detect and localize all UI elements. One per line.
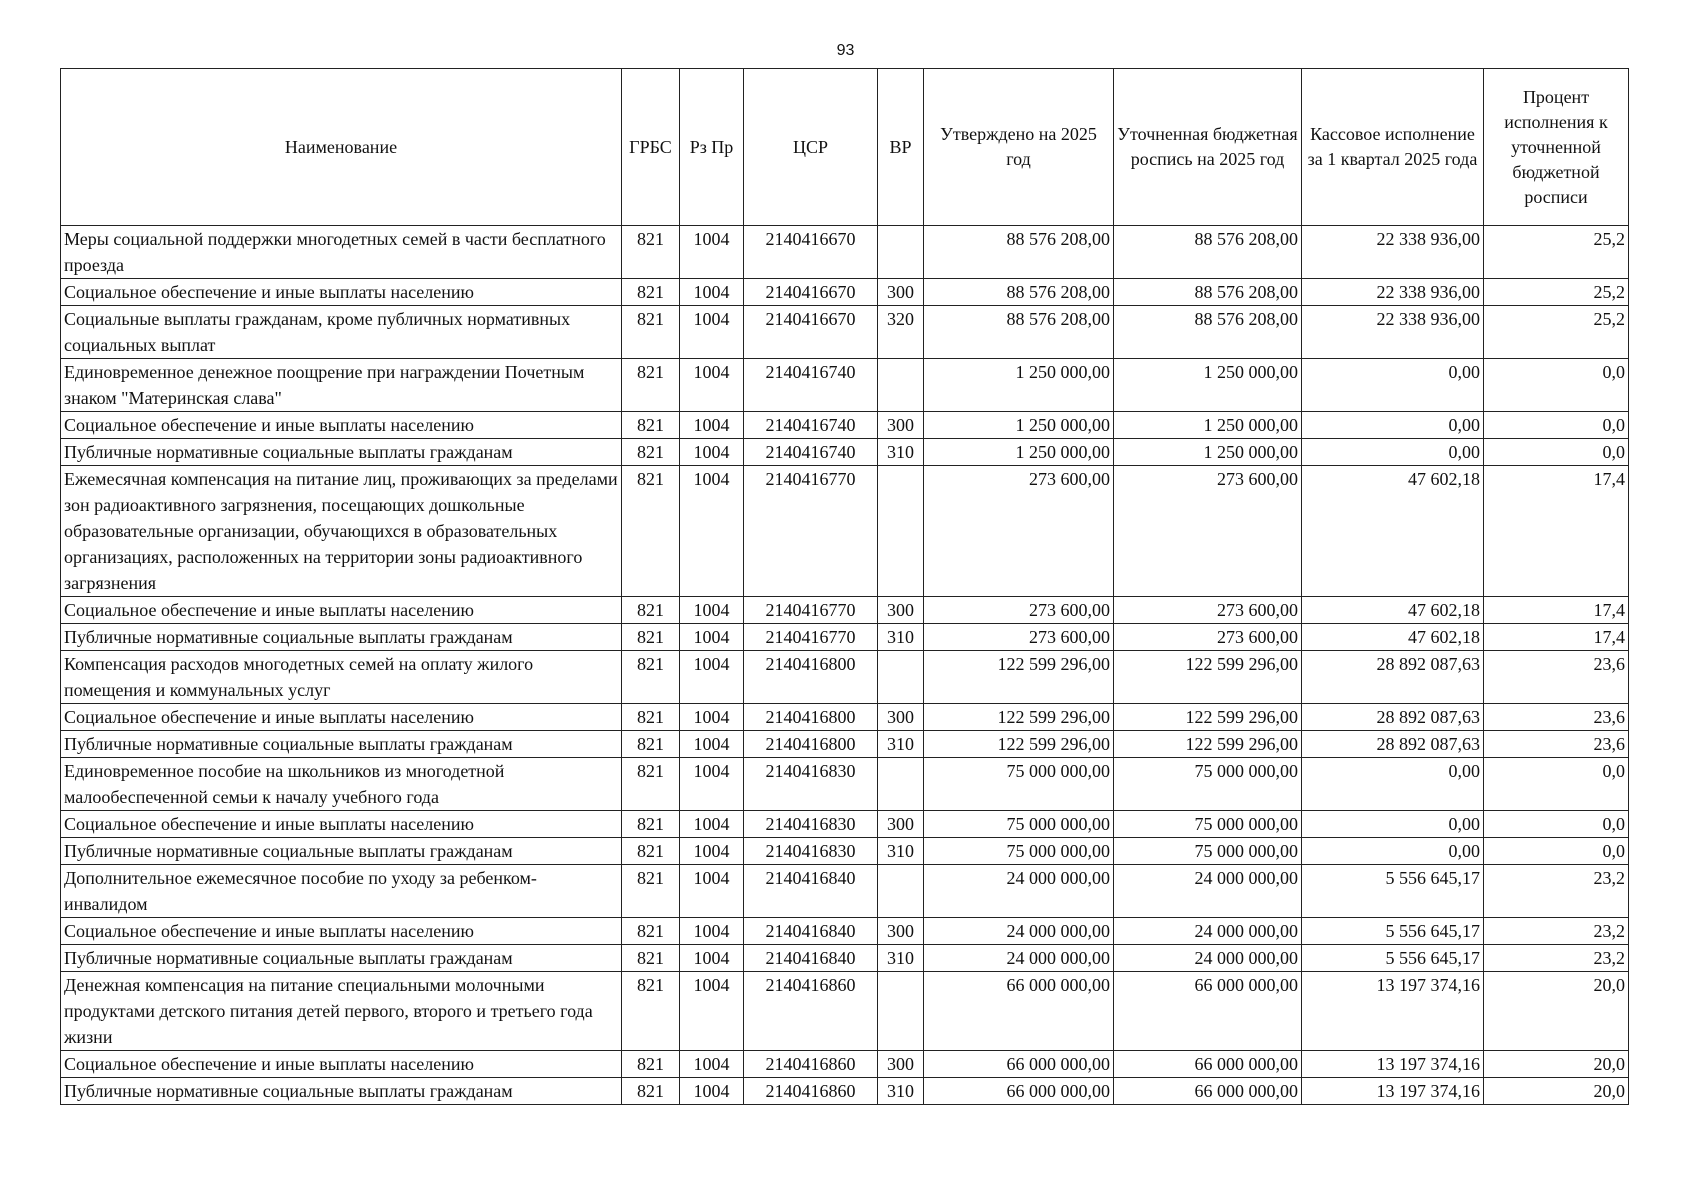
cell-rzpr: 1004 [680,279,744,306]
cell-name: Ежемесячная компенсация на питание лиц, проживающих за пределами зон радиоактивного загрязнения, посещающих дошкольные образовательные организации, обучающихся в образовательных организациях, расположенных на территории зоны радиоактивного загрязнения [61,466,622,597]
cell-rzpr: 1004 [680,972,744,1051]
cell-vr [878,359,924,412]
table-header-row [61,69,1629,226]
cell-name: Социальное обеспечение и иные выплаты населению [61,412,622,439]
cell-csr: 2140416670 [744,306,878,359]
cell-percent: 17,4 [1484,466,1629,597]
cell-grbs: 821 [622,972,680,1051]
cell-refined: 66 000 000,00 [1114,1078,1302,1105]
cell-vr: 300 [878,811,924,838]
cell-vr: 310 [878,838,924,865]
table-row [61,945,1629,972]
cell-approved: 1 250 000,00 [924,439,1114,466]
cell-grbs: 821 [622,838,680,865]
cell-grbs: 821 [622,945,680,972]
cell-rzpr: 1004 [680,597,744,624]
cell-grbs: 821 [622,226,680,279]
cell-csr: 2140416670 [744,226,878,279]
cell-name: Публичные нормативные социальные выплаты гражданам [61,838,622,865]
cell-approved: 122 599 296,00 [924,731,1114,758]
header-name: Наименование [61,69,622,226]
cell-percent: 23,2 [1484,865,1629,918]
cell-percent: 0,0 [1484,412,1629,439]
cell-grbs: 821 [622,1051,680,1078]
cell-name: Публичные нормативные социальные выплаты гражданам [61,624,622,651]
header-refined: Уточненная бюджетная роспись на 2025 год [1114,69,1302,226]
table-row [61,412,1629,439]
cell-vr: 300 [878,1051,924,1078]
cell-percent: 0,0 [1484,811,1629,838]
cell-approved: 1 250 000,00 [924,412,1114,439]
cell-vr: 310 [878,1078,924,1105]
cell-refined: 24 000 000,00 [1114,945,1302,972]
cell-csr: 2140416740 [744,439,878,466]
cell-approved: 273 600,00 [924,466,1114,597]
cell-percent: 23,2 [1484,918,1629,945]
cell-csr: 2140416800 [744,704,878,731]
cell-grbs: 821 [622,306,680,359]
cell-refined: 75 000 000,00 [1114,811,1302,838]
cell-executed: 22 338 936,00 [1302,226,1484,279]
cell-refined: 122 599 296,00 [1114,651,1302,704]
table-row [61,597,1629,624]
cell-approved: 122 599 296,00 [924,704,1114,731]
cell-grbs: 821 [622,918,680,945]
cell-executed: 28 892 087,63 [1302,704,1484,731]
cell-csr: 2140416860 [744,1078,878,1105]
cell-refined: 273 600,00 [1114,624,1302,651]
cell-name: Социальное обеспечение и иные выплаты населению [61,811,622,838]
cell-percent: 17,4 [1484,597,1629,624]
cell-executed: 0,00 [1302,439,1484,466]
cell-vr [878,972,924,1051]
cell-rzpr: 1004 [680,838,744,865]
table-row [61,972,1629,1051]
table-row [61,279,1629,306]
cell-name: Социальные выплаты гражданам, кроме публичных нормативных социальных выплат [61,306,622,359]
cell-executed: 5 556 645,17 [1302,945,1484,972]
cell-name: Компенсация расходов многодетных семей на оплату жилого помещения и коммунальных услуг [61,651,622,704]
cell-grbs: 821 [622,624,680,651]
table-row [61,811,1629,838]
cell-rzpr: 1004 [680,704,744,731]
cell-approved: 273 600,00 [924,624,1114,651]
cell-name: Публичные нормативные социальные выплаты гражданам [61,945,622,972]
cell-approved: 75 000 000,00 [924,838,1114,865]
cell-vr [878,226,924,279]
cell-csr: 2140416830 [744,811,878,838]
cell-rzpr: 1004 [680,306,744,359]
cell-rzpr: 1004 [680,359,744,412]
cell-grbs: 821 [622,758,680,811]
cell-approved: 88 576 208,00 [924,306,1114,359]
table-row [61,918,1629,945]
table-row [61,758,1629,811]
cell-vr: 300 [878,918,924,945]
cell-percent: 0,0 [1484,758,1629,811]
cell-csr: 2140416770 [744,597,878,624]
cell-rzpr: 1004 [680,811,744,838]
cell-csr: 2140416830 [744,758,878,811]
cell-percent: 20,0 [1484,1051,1629,1078]
cell-percent: 23,6 [1484,651,1629,704]
cell-approved: 66 000 000,00 [924,972,1114,1051]
cell-grbs: 821 [622,466,680,597]
cell-refined: 1 250 000,00 [1114,412,1302,439]
header-vr: ВР [878,69,924,226]
cell-percent: 20,0 [1484,972,1629,1051]
cell-approved: 75 000 000,00 [924,811,1114,838]
cell-executed: 22 338 936,00 [1302,279,1484,306]
cell-executed: 28 892 087,63 [1302,731,1484,758]
cell-name: Дополнительное ежемесячное пособие по уходу за ребенком-инвалидом [61,865,622,918]
cell-csr: 2140416840 [744,918,878,945]
header-executed: Кассовое исполнение за 1 квартал 2025 года [1302,69,1484,226]
cell-refined: 75 000 000,00 [1114,838,1302,865]
cell-csr: 2140416860 [744,1051,878,1078]
cell-rzpr: 1004 [680,466,744,597]
cell-rzpr: 1004 [680,412,744,439]
cell-executed: 28 892 087,63 [1302,651,1484,704]
cell-approved: 66 000 000,00 [924,1078,1114,1105]
cell-name: Единовременное пособие на школьников из многодетной малообеспеченной семьи к началу учебного года [61,758,622,811]
cell-name: Публичные нормативные социальные выплаты гражданам [61,439,622,466]
cell-rzpr: 1004 [680,651,744,704]
table-row [61,838,1629,865]
cell-refined: 66 000 000,00 [1114,1051,1302,1078]
cell-percent: 17,4 [1484,624,1629,651]
cell-vr [878,758,924,811]
cell-percent: 23,2 [1484,945,1629,972]
header-grbs: ГРБС [622,69,680,226]
cell-refined: 1 250 000,00 [1114,439,1302,466]
cell-percent: 20,0 [1484,1078,1629,1105]
budget-table [60,68,1629,1105]
cell-percent: 0,0 [1484,439,1629,466]
cell-percent: 23,6 [1484,704,1629,731]
cell-approved: 88 576 208,00 [924,226,1114,279]
cell-refined: 273 600,00 [1114,597,1302,624]
cell-refined: 88 576 208,00 [1114,279,1302,306]
cell-approved: 122 599 296,00 [924,651,1114,704]
cell-csr: 2140416830 [744,838,878,865]
cell-executed: 5 556 645,17 [1302,918,1484,945]
cell-csr: 2140416670 [744,279,878,306]
cell-csr: 2140416770 [744,624,878,651]
cell-csr: 2140416740 [744,412,878,439]
header-csr: ЦСР [744,69,878,226]
cell-vr: 300 [878,412,924,439]
cell-executed: 47 602,18 [1302,597,1484,624]
cell-name: Публичные нормативные социальные выплаты гражданам [61,1078,622,1105]
header-approved: Утверждено на 2025 год [924,69,1114,226]
cell-approved: 66 000 000,00 [924,1051,1114,1078]
cell-executed: 0,00 [1302,811,1484,838]
table-body [61,226,1629,1105]
cell-csr: 2140416840 [744,945,878,972]
table-row [61,1078,1629,1105]
cell-vr [878,466,924,597]
cell-grbs: 821 [622,412,680,439]
cell-csr: 2140416840 [744,865,878,918]
cell-name: Меры социальной поддержки многодетных семей в части бесплатного проезда [61,226,622,279]
cell-rzpr: 1004 [680,731,744,758]
table-row [61,651,1629,704]
cell-executed: 0,00 [1302,758,1484,811]
cell-grbs: 821 [622,811,680,838]
table-row [61,704,1629,731]
cell-vr: 310 [878,624,924,651]
cell-grbs: 821 [622,651,680,704]
table-row [61,865,1629,918]
cell-rzpr: 1004 [680,918,744,945]
cell-percent: 23,6 [1484,731,1629,758]
header-rzpr: Рз Пр [680,69,744,226]
cell-approved: 273 600,00 [924,597,1114,624]
cell-refined: 88 576 208,00 [1114,226,1302,279]
cell-executed: 13 197 374,16 [1302,972,1484,1051]
cell-rzpr: 1004 [680,758,744,811]
cell-vr: 300 [878,704,924,731]
cell-percent: 25,2 [1484,306,1629,359]
cell-executed: 5 556 645,17 [1302,865,1484,918]
cell-vr: 320 [878,306,924,359]
cell-executed: 0,00 [1302,412,1484,439]
cell-executed: 0,00 [1302,359,1484,412]
table-row [61,466,1629,597]
cell-vr [878,865,924,918]
cell-rzpr: 1004 [680,624,744,651]
cell-grbs: 821 [622,1078,680,1105]
cell-approved: 75 000 000,00 [924,758,1114,811]
cell-grbs: 821 [622,597,680,624]
cell-percent: 0,0 [1484,359,1629,412]
table-row [61,1051,1629,1078]
cell-approved: 24 000 000,00 [924,865,1114,918]
cell-refined: 1 250 000,00 [1114,359,1302,412]
cell-approved: 1 250 000,00 [924,359,1114,412]
cell-grbs: 821 [622,704,680,731]
cell-name: Социальное обеспечение и иные выплаты населению [61,279,622,306]
cell-name: Социальное обеспечение и иные выплаты населению [61,704,622,731]
cell-csr: 2140416860 [744,972,878,1051]
cell-vr: 310 [878,439,924,466]
cell-name: Публичные нормативные социальные выплаты гражданам [61,731,622,758]
cell-executed: 13 197 374,16 [1302,1078,1484,1105]
header-percent: Процент исполнения к уточненной бюджетной росписи [1484,69,1629,226]
cell-vr [878,651,924,704]
cell-percent: 25,2 [1484,279,1629,306]
cell-name: Социальное обеспечение и иные выплаты населению [61,597,622,624]
cell-grbs: 821 [622,279,680,306]
cell-name: Социальное обеспечение и иные выплаты населению [61,1051,622,1078]
table-row [61,359,1629,412]
cell-grbs: 821 [622,439,680,466]
cell-rzpr: 1004 [680,1051,744,1078]
table-row [61,731,1629,758]
cell-grbs: 821 [622,359,680,412]
cell-rzpr: 1004 [680,226,744,279]
page-number: 93 [836,42,855,59]
cell-executed: 0,00 [1302,838,1484,865]
table-row [61,439,1629,466]
cell-name: Денежная компенсация на питание специальными молочными продуктами детского питания детей первого, второго и третьего года жизни [61,972,622,1051]
cell-vr: 300 [878,279,924,306]
cell-approved: 24 000 000,00 [924,918,1114,945]
cell-rzpr: 1004 [680,1078,744,1105]
cell-executed: 47 602,18 [1302,466,1484,597]
cell-refined: 273 600,00 [1114,466,1302,597]
cell-refined: 24 000 000,00 [1114,865,1302,918]
cell-refined: 122 599 296,00 [1114,731,1302,758]
cell-grbs: 821 [622,731,680,758]
cell-csr: 2140416800 [744,651,878,704]
cell-csr: 2140416770 [744,466,878,597]
cell-csr: 2140416740 [744,359,878,412]
cell-executed: 13 197 374,16 [1302,1051,1484,1078]
cell-name: Единовременное денежное поощрение при награждении Почетным знаком "Материнская слава" [61,359,622,412]
cell-refined: 66 000 000,00 [1114,972,1302,1051]
table-row [61,306,1629,359]
cell-rzpr: 1004 [680,945,744,972]
cell-refined: 24 000 000,00 [1114,918,1302,945]
cell-rzpr: 1004 [680,439,744,466]
cell-rzpr: 1004 [680,865,744,918]
cell-percent: 0,0 [1484,838,1629,865]
cell-vr: 300 [878,597,924,624]
cell-executed: 22 338 936,00 [1302,306,1484,359]
cell-refined: 75 000 000,00 [1114,758,1302,811]
cell-executed: 47 602,18 [1302,624,1484,651]
cell-refined: 122 599 296,00 [1114,704,1302,731]
table-row [61,226,1629,279]
cell-refined: 88 576 208,00 [1114,306,1302,359]
cell-csr: 2140416800 [744,731,878,758]
cell-grbs: 821 [622,865,680,918]
table-row [61,624,1629,651]
cell-vr: 310 [878,945,924,972]
cell-approved: 88 576 208,00 [924,279,1114,306]
cell-vr: 310 [878,731,924,758]
cell-name: Социальное обеспечение и иные выплаты населению [61,918,622,945]
cell-approved: 24 000 000,00 [924,945,1114,972]
cell-percent: 25,2 [1484,226,1629,279]
